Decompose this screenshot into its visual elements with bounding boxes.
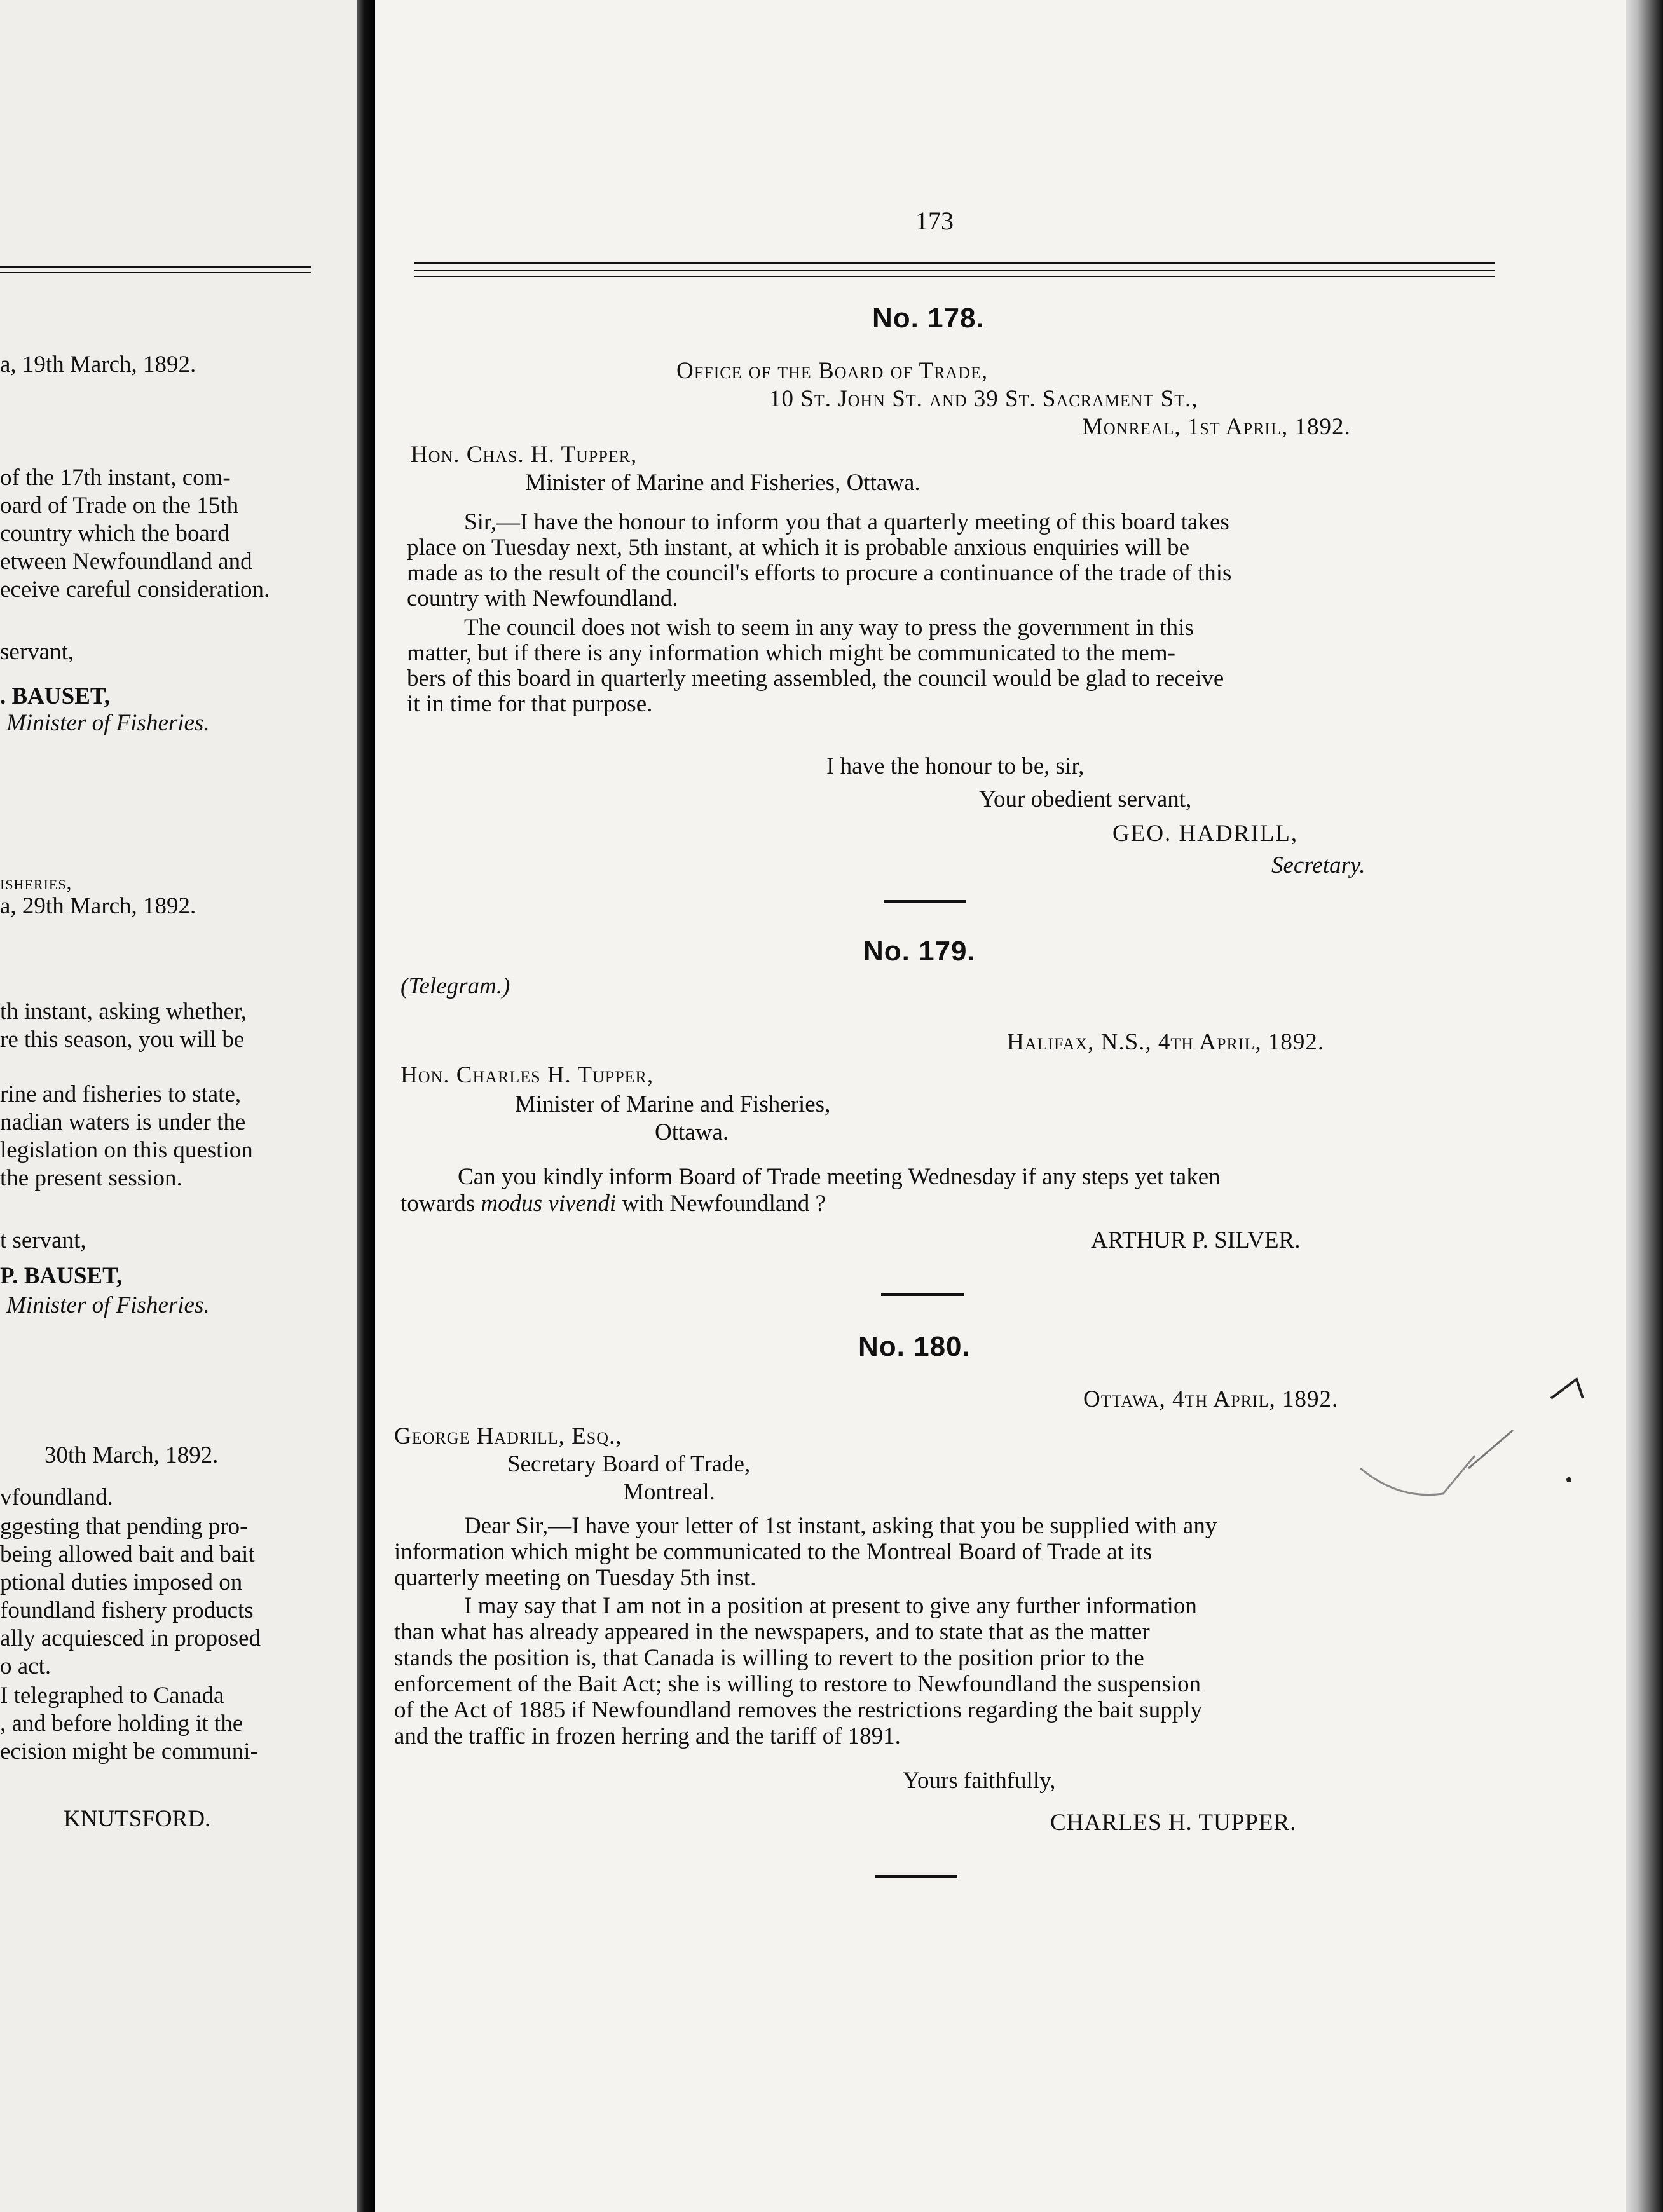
body-line: Dear Sir,—I have your letter of 1st instant, asking that you be supplied with any (464, 1513, 1217, 1539)
left-text-line: legislation on this question (0, 1137, 253, 1163)
document-heading-179: No. 179. (863, 936, 976, 967)
body-line: quarterly meeting on Tuesday 5th inst. (394, 1565, 756, 1591)
body-line: and the traffic in frozen herring and the tariff of 1891. (394, 1723, 901, 1749)
body-line: of the Act of 1885 if Newfoundland removes the restrictions regarding the bait supply (394, 1697, 1203, 1723)
place-date-179: Halifax, N.S., 4th April, 1892. (1007, 1029, 1325, 1055)
body-line: The council does not wish to seem in any way to press the government in this (464, 615, 1194, 641)
body-line: matter, but if there is any information which might be communicated to the mem- (407, 640, 1175, 666)
left-text-line: ally acquiesced in proposed (0, 1625, 261, 1651)
left-closing: servant, (0, 639, 74, 665)
left-text-line: ggesting that pending pro- (0, 1513, 248, 1540)
page-number: 173 (915, 207, 954, 235)
left-text-line: the present session. (0, 1165, 182, 1191)
left-text-line: nadian waters is under the (0, 1109, 246, 1135)
left-page-fragment (0, 0, 357, 2212)
left-signature-title: Minister of Fisheries. (6, 1292, 210, 1318)
addressee-name-178: Hon. Chas. H. Tupper, (411, 442, 638, 468)
signature-title-178: Secretary. (1271, 852, 1365, 878)
body-line: bers of this board in quarterly meeting assembled, the council would be glad to receive (407, 666, 1224, 692)
left-header-rule (0, 266, 311, 268)
header-rule-mid (414, 270, 1495, 271)
left-signature-title: Minister of Fisheries. (6, 710, 210, 736)
left-closing: t servant, (0, 1227, 86, 1253)
body-text: with Newfoundland ? (616, 1191, 826, 1217)
page-gutter (357, 0, 375, 2212)
left-office-line: isheries, (0, 871, 72, 894)
body-line: Sir,—I have the honour to inform you that a quarterly meeting of this board takes (464, 509, 1229, 535)
left-text-line: rine and fisheries to state, (0, 1081, 242, 1107)
body-line: information which might be communicated to the Montreal Board of Trade at its (394, 1539, 1152, 1565)
page-edge (1626, 0, 1663, 2212)
body-line: stands the position is, that Canada is willing to revert to the position prior to the (394, 1645, 1144, 1671)
addressee-name-180: George Hadrill, Esq., (394, 1423, 622, 1449)
signature-179: ARTHUR P. SILVER. (1091, 1227, 1301, 1253)
telegram-note: (Telegram.) (400, 973, 510, 999)
document-heading-180: No. 180. (858, 1331, 971, 1362)
addressee-name-179: Hon. Charles H. Tupper, (400, 1062, 654, 1088)
left-signature: P. BAUSET, (0, 1263, 123, 1289)
body-text-italic: modus vivendi (481, 1191, 617, 1217)
office-line-2: 10 St. John St. and 39 St. Sacrament St., (769, 386, 1198, 412)
document-heading-178: No. 178. (872, 303, 985, 334)
body-line: I may say that I am not in a position at present to give any further information (464, 1593, 1197, 1619)
body-line: enforcement of the Bait Act; she is willing to restore to Newfoundland the suspension (394, 1671, 1201, 1697)
addressee-title-179: Minister of Marine and Fisheries, (515, 1091, 831, 1117)
body-line: than what has already appeared in the newspapers, and to state that as the matter (394, 1619, 1150, 1645)
left-text-line: , and before holding it the (0, 1710, 243, 1737)
place-date-178: Monreal, 1st April, 1892. (1082, 414, 1351, 440)
left-text-line: ecision might be communi- (0, 1738, 258, 1765)
header-rule-top (414, 262, 1495, 264)
body-text: towards (400, 1191, 481, 1217)
left-date-line: 30th March, 1892. (44, 1442, 219, 1468)
left-text-line: vfoundland. (0, 1484, 113, 1510)
body-line: made as to the result of the council's efforts to procure a continuance of the trade of this (407, 560, 1232, 586)
body-paragraph-180-2 (394, 1593, 1437, 1749)
left-text-line: oard of Trade on the 15th (0, 493, 239, 519)
section-divider (875, 1875, 957, 1878)
left-text-line: eceive careful consideration. (0, 577, 270, 603)
left-text-line: country which the board (0, 521, 229, 547)
left-header-rule-thin (0, 272, 311, 273)
body-paragraph-178-1 (407, 510, 1449, 611)
addressee-place-179: Ottawa. (655, 1119, 729, 1145)
left-text-line: being allowed bait and bait (0, 1541, 255, 1567)
body-line: country with Newfoundland. (407, 585, 678, 611)
pencil-mark-icon (1322, 1373, 1589, 1513)
section-divider (881, 1293, 964, 1296)
left-signature: KNUTSFORD. (64, 1806, 211, 1832)
left-text-line: ptional duties imposed on (0, 1569, 243, 1595)
office-line-1: Office of the Board of Trade, (676, 358, 989, 384)
body-line: place on Tuesday next, 5th instant, at which it is probable anxious enquiries will be (407, 535, 1190, 561)
signature-180: CHARLES H. TUPPER. (1050, 1810, 1297, 1836)
header-rule-bottom (414, 276, 1495, 277)
addressee-title-180: Secretary Board of Trade, (507, 1451, 751, 1477)
body-paragraph-178-2 (407, 615, 1449, 717)
left-text-line: foundland fishery products (0, 1597, 254, 1623)
body-line: Can you kindly inform Board of Trade meeting Wednesday if any steps yet taken (458, 1164, 1221, 1190)
closing-line-178: I have the honour to be, sir, (826, 753, 1085, 779)
right-page (375, 0, 1660, 2212)
left-text-line: of the 17th instant, com- (0, 465, 231, 491)
place-date-180: Ottawa, 4th April, 1892. (1083, 1386, 1339, 1412)
left-text-line: re this season, you will be (0, 1027, 245, 1053)
left-signature: . BAUSET, (0, 683, 111, 709)
closing-line-180: Yours faithfully, (903, 1768, 1056, 1794)
body-line-2 (400, 1190, 826, 1218)
left-date-line: a, 19th March, 1892. (0, 352, 196, 378)
signature-178: GEO. HADRILL, (1112, 821, 1299, 847)
body-line: it in time for that purpose. (407, 691, 653, 717)
body-paragraph-180-1 (394, 1513, 1437, 1591)
addressee-place-180: Montreal. (623, 1479, 715, 1505)
closing-line-178-2: Your obedient servant, (979, 786, 1192, 812)
addressee-title-178: Minister of Marine and Fisheries, Ottawa. (525, 470, 920, 496)
left-text-line: I telegraphed to Canada (0, 1683, 224, 1709)
left-date-line: a, 29th March, 1892. (0, 893, 196, 919)
left-text-line: o act. (0, 1653, 51, 1679)
section-divider (884, 900, 966, 903)
left-text-line: etween Newfoundland and (0, 549, 252, 575)
left-text-line: th instant, asking whether, (0, 999, 247, 1025)
